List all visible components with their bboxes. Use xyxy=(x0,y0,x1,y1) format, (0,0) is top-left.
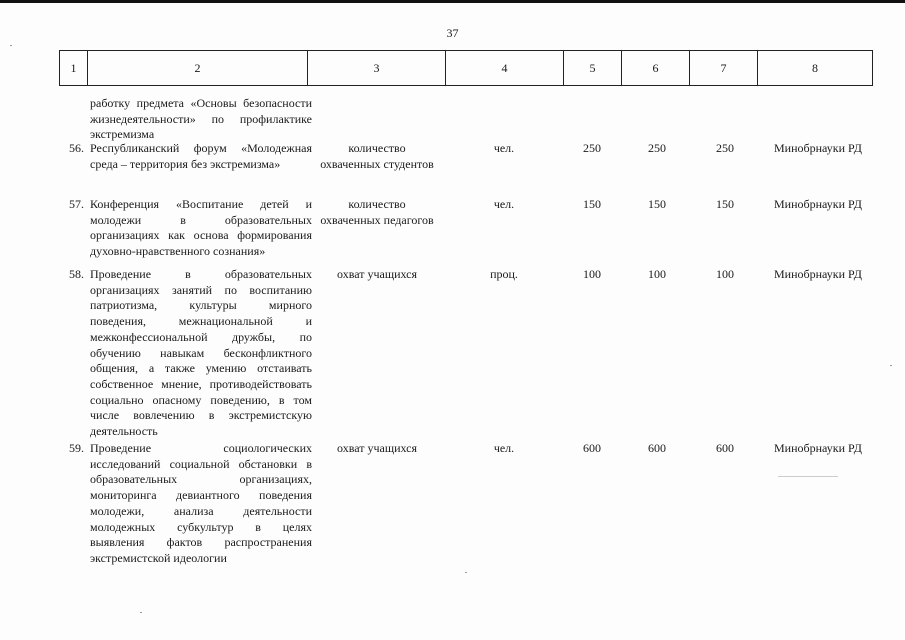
row-number: 59. xyxy=(69,441,84,455)
row-indicator: количество охваченных студентов xyxy=(320,141,434,171)
row-value-7: 150 xyxy=(716,197,734,211)
row-unit: проц. xyxy=(490,267,518,281)
row-number: 57. xyxy=(69,197,84,211)
page-number: 37 xyxy=(446,26,459,40)
row-unit: чел. xyxy=(493,141,515,155)
row-number: 56. xyxy=(69,141,84,155)
scan-speck xyxy=(778,476,838,477)
header-col-3: 3 xyxy=(307,51,445,85)
row-unit: чел. xyxy=(493,441,515,455)
scan-speck xyxy=(890,365,892,366)
row-value-7: 600 xyxy=(716,441,734,455)
row-value-5: 250 xyxy=(583,141,601,155)
row-value-5: 600 xyxy=(583,441,601,455)
scan-speck xyxy=(10,45,12,46)
row-responsible: Минобрнауки РД xyxy=(774,197,862,211)
row-value-5: 150 xyxy=(583,197,601,211)
row-indicator: охват учащихся xyxy=(337,441,417,455)
row-value-6: 600 xyxy=(648,441,666,455)
row-value-7: 100 xyxy=(716,267,734,281)
row-value-5: 100 xyxy=(583,267,601,281)
header-col-7: 7 xyxy=(689,51,757,85)
row-indicator: охват учащихся xyxy=(337,267,417,281)
row-value-6: 250 xyxy=(648,141,666,155)
scan-edge xyxy=(0,0,905,3)
row-responsible: Минобрнауки РД xyxy=(774,441,862,455)
row-value-6: 150 xyxy=(648,197,666,211)
row-responsible: Минобрнауки РД xyxy=(774,141,862,155)
table-header xyxy=(59,50,873,86)
header-col-8: 8 xyxy=(757,51,872,85)
row-indicator: количество охваченных педагогов xyxy=(320,197,434,227)
header-col-4: 4 xyxy=(445,51,563,85)
row-responsible: Минобрнауки РД xyxy=(774,267,862,281)
header-col-6: 6 xyxy=(621,51,689,85)
header-col-2: 2 xyxy=(87,51,307,85)
row-description: Республиканский форум «Молодежная среда – территория без экстремизма» xyxy=(90,141,312,171)
row-unit: чел. xyxy=(493,197,515,211)
row-description: Проведение в образовательных организациях занятий по воспитанию патриотизма, культуры мирного поведения, межнациональной и межконфессиональной дружбы, по обучению навыкам бесконфликтного общения, а также умению отстаивать собственное мнение, противодействовать социально опасному поведению, в том числе вовлечению в экстремистскую деятельность xyxy=(90,267,312,439)
row-description: работку предмета «Основы безопасности жизнедеятельности» по профилактике экстремизма xyxy=(90,96,312,142)
row-value-7: 250 xyxy=(716,141,734,155)
scan-speck xyxy=(140,612,142,613)
scan-speck xyxy=(465,572,467,573)
row-number: 58. xyxy=(69,267,84,281)
row-value-6: 100 xyxy=(648,267,666,281)
header-col-5: 5 xyxy=(563,51,621,85)
row-description: Проведение социологических исследований социальной обстановки в образовательных организациях, мониторинга девиантного поведения молодежи, анализа деятельности молодежных субкультур в целях выявления фактов распространения экстремистской идеологии xyxy=(90,441,312,565)
header-col-1: 1 xyxy=(70,60,77,75)
row-description: Конференция «Воспитание детей и молодежи в образовательных организациях как основа формирования духовно-нравственного сознания» xyxy=(90,197,312,259)
